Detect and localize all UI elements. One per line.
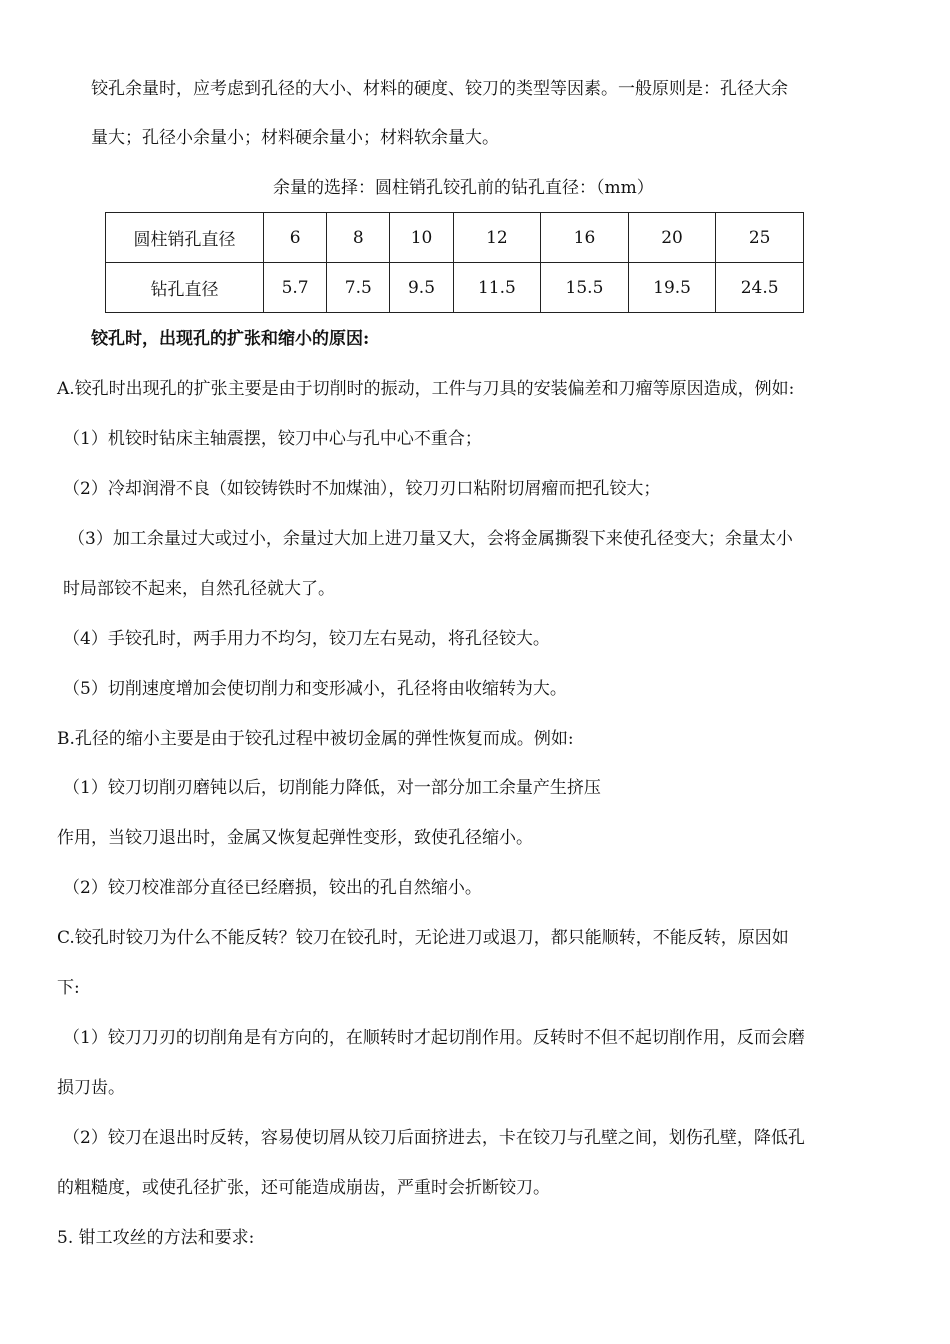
table-cell: 24.5 [716,263,804,313]
table-cell: 5.7 [264,263,327,313]
table-cell: 10 [390,213,453,263]
section-b-item-1-line-2: 作用，当铰刀退出时，金属又恢复起弹性变形，致使孔径缩小。 [57,828,533,848]
section-b-intro: B.孔径的缩小主要是由于铰孔过程中被切金属的弹性恢复而成。例如: [57,729,574,749]
section-c-intro-line-1: C.铰孔时铰刀为什么不能反转？铰刀在铰孔时，无论进刀或退刀，都只能顺转，不能反转，原因如 [57,928,789,948]
table-cell: 12 [453,213,541,263]
section-b-item-2: （2）铰刀校准部分直径已经磨损，铰出的孔自然缩小。 [63,878,482,898]
table-cell: 8 [327,213,390,263]
section-heading: 铰孔时，出现孔的扩张和缩小的原因: [91,329,370,349]
section-c-item-1-line-1: （1）铰刀刀刃的切削角是有方向的，在顺转时才起切削作用。反转时不但不起切削作用，反而会磨 [63,1028,805,1048]
section-a-item-4: （4）手铰孔时，两手用力不均匀，铰刀左右晃动，将孔径铰大。 [63,629,550,649]
table-row [106,213,804,263]
section-a-item-3-line-2: 时局部铰不起来，自然孔径就大了。 [63,579,335,599]
intro-line-1: 铰孔余量时，应考虑到孔径的大小、材料的硬度、铰刀的类型等因素。一般原则是：孔径大余 [91,79,788,99]
row-header-drill-diameter: 钻孔直径 [106,263,264,313]
section-a-item-2: （2）冷却润滑不良（如铰铸铁时不加煤油），铰刀刃口粘附切屑瘤而把孔铰大； [63,479,661,499]
intro-line-2: 量大；孔径小余量小；材料硬余量小；材料软余量大。 [91,128,499,148]
table-cell: 7.5 [327,263,390,313]
table-caption: 余量的选择：圆柱销孔铰孔前的钻孔直径：（mm） [273,178,654,198]
section-a-item-3-line-1: （3）加工余量过大或过小，余量过大加上进刀量又大，会将金属撕裂下来使孔径变大；余量太小 [68,529,793,549]
table-cell: 9.5 [390,263,453,313]
section-a-item-1: （1）机铰时钻床主轴震摆，铰刀中心与孔中心不重合； [63,429,482,449]
section-c-intro-line-2: 下: [57,978,80,998]
section-5-heading: 5. 钳工攻丝的方法和要求: [57,1228,255,1248]
row-header-pin-hole-diameter: 圆柱销孔直径 [106,213,264,263]
section-c-item-2-line-2: 的粗糙度，或使孔径扩张，还可能造成崩齿，严重时会折断铰刀。 [57,1178,550,1198]
section-a-intro: A.铰孔时出现孔的扩张主要是由于切削时的振动，工件与刀具的安装偏差和刀瘤等原因造成，例如: [57,379,795,399]
section-a-item-5: （5）切削速度增加会使切削力和变形减小，孔径将由收缩转为大。 [63,679,567,699]
section-c-item-2-line-1: （2）铰刀在退出时反转，容易使切屑从铰刀后面挤进去，卡在铰刀与孔壁之间，划伤孔壁，降低孔 [63,1128,805,1148]
table-cell: 20 [628,213,716,263]
table-cell: 6 [264,213,327,263]
table-row [106,263,804,313]
table-cell: 15.5 [541,263,629,313]
table-cell: 16 [541,213,629,263]
table-cell: 25 [716,213,804,263]
table-cell: 19.5 [628,263,716,313]
section-b-item-1-line-1: （1）铰刀切削刃磨钝以后，切削能力降低，对一部分加工余量产生挤压 [63,778,601,798]
drill-diameter-table [105,212,804,313]
table-cell: 11.5 [453,263,541,313]
section-c-item-1-line-2: 损刀齿。 [57,1078,125,1098]
